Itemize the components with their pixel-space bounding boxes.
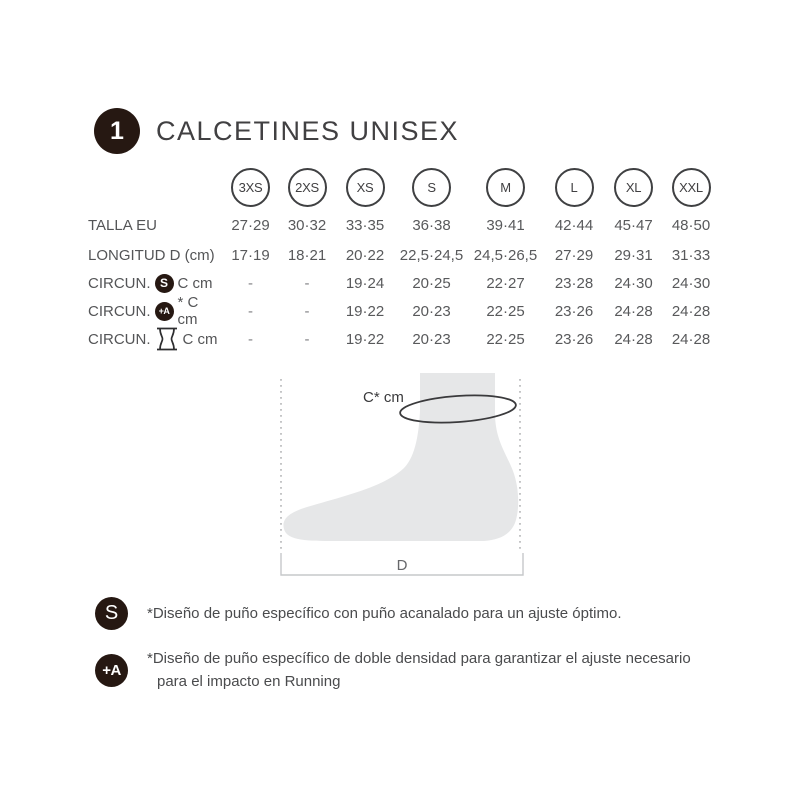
circun-s-2xs: - (304, 274, 310, 292)
row-label-circun-a: CIRCUN. +A * C cm (88, 294, 199, 328)
circun-s-m: 22·27 (486, 274, 525, 292)
row-label-circun-s: CIRCUN. S C cm (88, 274, 213, 292)
circun-a-xxl: 24·28 (671, 302, 711, 320)
size-table (88, 164, 720, 353)
circun-s-l: 23·28 (554, 274, 594, 292)
table-corner (88, 164, 222, 210)
circun-cuff-xl: 24·28 (614, 330, 653, 348)
talla-eu-xxl: 48·50 (671, 217, 711, 234)
length-label: D (396, 557, 408, 574)
circun-a-xs: 19·22 (345, 302, 385, 320)
s-cuff-icon: S (155, 274, 174, 293)
row-label-longitud: LONGITUD D (cm) (88, 246, 215, 264)
s-footnote-icon: S (95, 597, 128, 630)
footnote-s (95, 597, 622, 630)
longitud-2xs: 18·21 (287, 246, 327, 264)
size-circle-xxl: XXL (672, 168, 711, 207)
talla-eu-3xs: 27·29 (231, 217, 270, 234)
talla-eu-2xs: 30·32 (287, 217, 327, 234)
circun-a-xl: 24·28 (614, 302, 653, 320)
talla-eu-m: 39·41 (486, 217, 525, 234)
circun-s-s: 20·25 (412, 274, 451, 292)
circun-s-3xs: - (248, 274, 253, 292)
footnote-s-text: *Diseño de puño específico con puño acanalado para un ajuste óptimo. (147, 605, 622, 622)
footnote-plus-a (95, 647, 691, 693)
size-circle-s: S (412, 168, 451, 207)
circun-a-l: 23·26 (554, 302, 594, 320)
longitud-s: 22,5·24,5 (399, 246, 464, 264)
circun-a-2xs: - (304, 302, 310, 320)
circun-cuff-l: 23·26 (554, 330, 594, 348)
circun-s-xs: 19·24 (345, 274, 385, 292)
talla-eu-s: 36·38 (412, 217, 451, 234)
circun-cuff-xxl: 24·28 (671, 330, 711, 348)
circumference-label: C* cm (363, 389, 404, 406)
circun-a-m: 22·25 (486, 302, 525, 320)
circun-cuff-s: 20·23 (412, 330, 451, 348)
talla-eu-xs: 33·35 (345, 217, 385, 234)
size-circle-l: L (555, 168, 594, 207)
cuff-shape-icon (156, 327, 178, 351)
plus-a-cuff-icon: +A (155, 302, 174, 321)
circun-cuff-3xs: - (248, 330, 253, 348)
circun-cuff-xs: 19·22 (345, 330, 385, 348)
foot-measurement-diagram (279, 371, 527, 586)
longitud-xl: 29·31 (614, 246, 653, 264)
circun-s-xl: 24·30 (614, 274, 653, 292)
size-circle-3xs: 3XS (231, 168, 270, 207)
circun-cuff-m: 22·25 (486, 330, 525, 348)
longitud-m: 24,5·26,5 (473, 246, 538, 264)
row-label-talla-eu: TALLA EU (88, 217, 157, 234)
page-title: CALCETINES UNISEX (156, 116, 460, 146)
circun-a-3xs: - (248, 302, 253, 320)
size-circle-xl: XL (614, 168, 653, 207)
step-number: 1 (110, 116, 124, 145)
row-label-circun-cuff: CIRCUN. C cm (88, 325, 222, 353)
talla-eu-xl: 45·47 (614, 217, 653, 234)
talla-eu-l: 42·44 (554, 217, 594, 234)
longitud-xxl: 31·33 (671, 246, 711, 264)
circun-cuff-2xs: - (304, 330, 310, 348)
step-badge (94, 108, 140, 154)
plus-a-footnote-icon: +A (95, 654, 128, 687)
longitud-xs: 20·22 (345, 246, 385, 264)
longitud-3xs: 17·19 (231, 246, 270, 264)
circun-s-xxl: 24·30 (671, 274, 711, 292)
size-circle-xs: XS (346, 168, 385, 207)
footnote-plus-a-text: *Diseño de puño específico de doble densidad para garantizar el ajuste necesario para el impacto en Running (147, 650, 691, 690)
longitud-l: 27·29 (554, 246, 594, 264)
size-circle-2xs: 2XS (288, 168, 327, 207)
size-circle-m: M (486, 168, 525, 207)
circun-a-s: 20·23 (412, 302, 451, 320)
